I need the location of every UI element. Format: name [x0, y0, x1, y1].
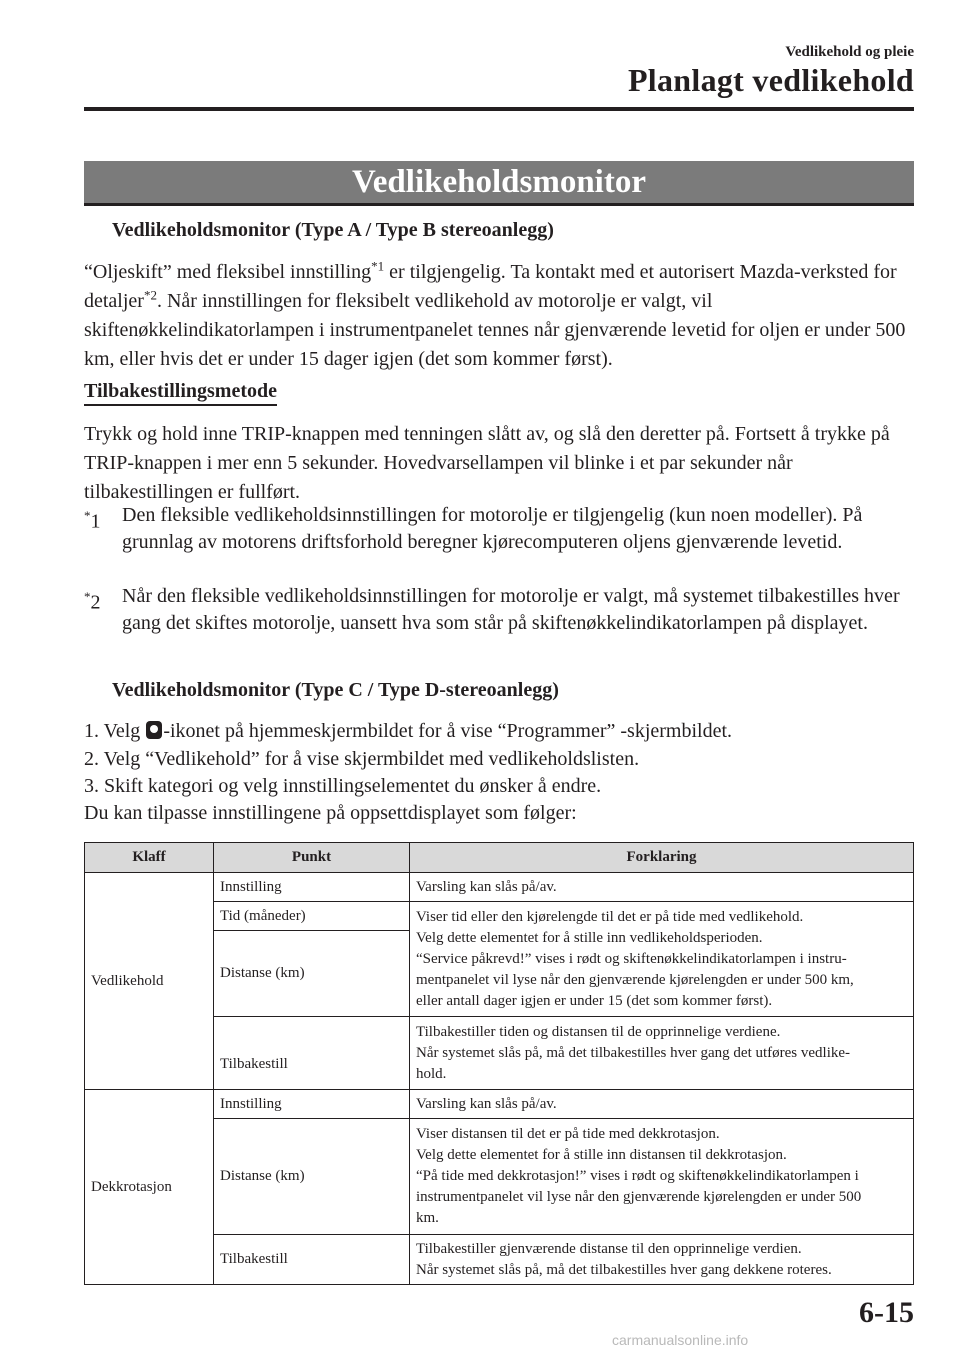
- column-header-klaff: Klaff: [85, 843, 214, 873]
- forklaring-line: mentpanelet vil lyse når den gjenværende kjørelengden er under 500 km,: [416, 971, 854, 988]
- footnote-number: 2: [90, 591, 101, 614]
- klaff-cell: Vedlikehold: [85, 873, 214, 1090]
- subheading-type-ab: Vedlikeholdsmonitor (Type A / Type B stereoanlegg): [112, 219, 554, 241]
- forklaring-line: Tilbakestiller tiden og distansen til de opprinnelige verdiene.: [416, 1023, 781, 1040]
- footnote-1: [84, 502, 914, 556]
- forklaring-line: Viser distansen til det er på tide med dekkrotasjon.: [416, 1126, 720, 1142]
- step-1-text: -ikonet på hjemmeskjermbildet for å vise “Programmer” -skjermbildet.: [163, 720, 733, 742]
- column-header-forklaring: Forklaring: [410, 843, 914, 873]
- forklaring-line: “Service påkrevd!” vises i rødt og skiftenøkkelindikatorlampen i instru-: [416, 950, 847, 967]
- step-1: [84, 720, 732, 743]
- forklaring-line: km.: [416, 1210, 439, 1226]
- forklaring-cell: Varsling kan slås på/av.: [410, 1090, 914, 1119]
- forklaring-line: hold.: [416, 1065, 447, 1082]
- punkt-cell: Innstilling: [214, 873, 410, 902]
- klaff-cell: Dekkrotasjon: [85, 1090, 214, 1285]
- footnote-2: [84, 583, 914, 637]
- footnote-star: *: [84, 508, 91, 523]
- punkt-cell: Distanse (km): [214, 931, 410, 1017]
- table-row: [85, 1090, 914, 1119]
- forklaring-line: instrumentpanelet vil lyse når den gjenværende kjørelengden er under 500: [416, 1189, 862, 1205]
- punkt-cell: Innstilling: [214, 1090, 410, 1119]
- reset-method-heading: Tilbakestillingsmetode: [84, 380, 277, 406]
- forklaring-line: Når systemet slås på, må det tilbakestilles hver gang det utføres vedlike-: [416, 1044, 851, 1061]
- forklaring-line: Velg dette elementet for å stille inn distansen til dekkrotasjon.: [416, 1147, 787, 1163]
- forklaring-line: Tilbakestiller gjenværende distanse til den opprinnelige verdien.: [416, 1240, 802, 1257]
- intro-text-1: “Oljeskift” med fleksibel innstilling: [84, 261, 372, 283]
- punkt-cell: Tilbakestill: [214, 1017, 410, 1090]
- column-header-punkt: Punkt: [214, 843, 410, 873]
- forklaring-cell: Varsling kan slås på/av.: [410, 873, 914, 902]
- footnote-text: Når den fleksible vedlikeholdsinnstillingen for motorolje er valgt, må systemet tilbakestilles hver gang det skiftes motorolje, uansett hva som står på skiftenøkkelindikatorlampen på displayet.: [122, 585, 900, 634]
- forklaring-line: Når systemet slås på, må det tilbakestilles hver gang dekkene roteres.: [416, 1261, 832, 1278]
- intro-text-3: . Når innstillingen for fleksibelt vedlikehold av motorolje er valgt, vil skiftenøkkelindikatorlampen i instrumentpanelet tennes når gjenværende levetid for oljen er under 500 km, eller hvis det er under 15 dager igjen (det som kommer først).: [84, 290, 906, 370]
- header-rule: [84, 107, 914, 111]
- footnote-ref-1: *1: [371, 258, 385, 274]
- section-title: Vedlikehold og pleie: [785, 44, 914, 60]
- watermark: carmanualsonline.info: [612, 1332, 749, 1348]
- intro-paragraph: [84, 258, 914, 374]
- footnote-ref-2: *2: [143, 287, 157, 303]
- forklaring-cell: [410, 1235, 914, 1285]
- intro-text-2: er tilgjengelig. Ta kontakt med et autorisert Mazda-verksted for detaljer: [84, 261, 897, 312]
- footnote-text: Den fleksible vedlikeholdsinnstillingen for motorolje er tilgjengelig (kun noen modeller). På grunnlag av motorens driftsforhold beregner kjørecomputeren oljens gjenværende levetid.: [122, 504, 863, 553]
- applications-icon: [146, 721, 162, 739]
- forklaring-cell: [410, 1119, 914, 1235]
- subheading-type-cd: Vedlikeholdsmonitor (Type C / Type D-stereoanlegg): [112, 679, 559, 701]
- section-banner: Vedlikeholdsmonitor: [84, 161, 914, 206]
- page-number: 6-15: [859, 1296, 914, 1329]
- settings-table: [84, 842, 914, 1285]
- forklaring-line: “På tide med dekkrotasjon!” vises i rødt og skiftenøkkelindikatorlampen i: [416, 1168, 859, 1184]
- forklaring-line: Viser tid eller den kjørelengde til det er på tide med vedlikehold.: [416, 908, 804, 925]
- forklaring-cell: [410, 1017, 914, 1090]
- forklaring-cell: [410, 902, 914, 1017]
- footnote-star: *: [84, 589, 91, 604]
- reset-method-text: Trykk og hold inne TRIP-knappen med tenningen slått av, og slå den deretter på. Fortsett å trykke på TRIP-knappen i mer enn 5 sekunder. Hovedvarsellampen vil blinke i et par sekunder når tilbakestillingen er fullført.: [84, 423, 890, 503]
- table-intro: Du kan tilpasse innstillingene på oppsettdisplayet som følger:: [84, 802, 577, 824]
- forklaring-line: eller antall dager igjen er under 15 (det som kommer først).: [416, 992, 773, 1009]
- footnote-number: 1: [90, 510, 101, 533]
- punkt-cell: Tilbakestill: [214, 1235, 410, 1285]
- step-3: 3. Skift kategori og velg innstillingselementet du ønsker å endre.: [84, 775, 602, 797]
- forklaring-line: Velg dette elementet for å stille inn vedlikeholdsperioden.: [416, 929, 763, 946]
- table-row: [85, 873, 914, 902]
- step-1-prefix: 1. Velg: [84, 720, 146, 742]
- chapter-title: Planlagt vedlikehold: [627, 62, 914, 98]
- step-2: 2. Velg “Vedlikehold” for å vise skjermbildet med vedlikeholdslisten.: [84, 748, 640, 770]
- punkt-cell: Tid (måneder): [214, 902, 410, 931]
- table-header-row: [85, 843, 914, 873]
- punkt-cell: Distanse (km): [214, 1119, 410, 1235]
